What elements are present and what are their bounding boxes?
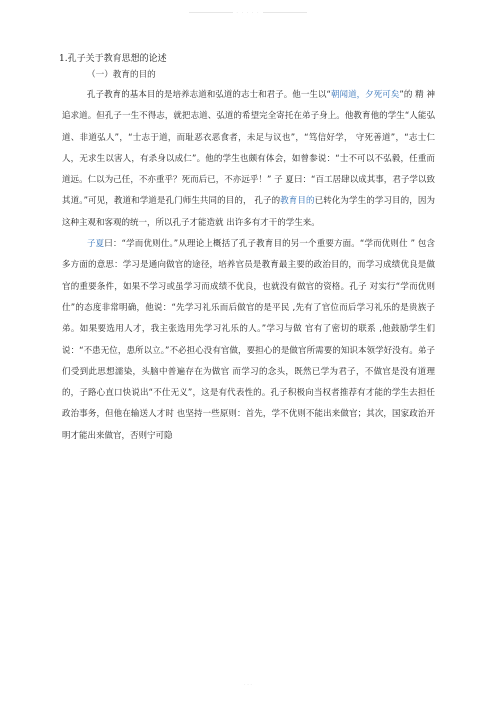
link-zixia[interactable]: 子夏 bbox=[87, 239, 105, 250]
header-watermark-text: · · · · · bbox=[236, 10, 260, 16]
paragraph-xue-er-you-ze-shi bbox=[62, 234, 435, 447]
link-zhao-wen-dao[interactable]: 朝闻道，夕死可矣 bbox=[330, 90, 400, 100]
paragraph-1-text-a: 孔子教育的基本目的是培养志道和弘道的志士和君子。他一生以“ bbox=[87, 90, 331, 100]
page-header-watermark bbox=[0, 10, 496, 16]
paragraph-1-text-b: ”的 精 神追求道。但孔子一生不得志，就把志道、弘道的希望完全寄托在弟子身上。他教育他的学生“人能弘道、非道弘人”，“士志于道，而耻恶衣恶食者，未足与议也”，“笃信好学， 守死善道”，“志士仁人，无求生以害人，有杀身以成仁”。他的学生也颇有体会，如曾参说：“士不可以不弘毅，任重而道远。仁以为己任，不亦重乎？死而后已，不亦远乎！” 子 夏曰：“百工居肆以成其事，君子学以致其道。”可见，教道和学道是孔门师生共同的目的， 孔子的 bbox=[62, 90, 435, 207]
paragraph-education-goal bbox=[62, 85, 435, 234]
header-rule-left bbox=[189, 12, 233, 13]
page-footer-watermark: · · · bbox=[244, 682, 252, 688]
paragraph-1-text-c: 已转化为学生的学习目的，因为这种主观和客观的统一，所以孔子才能造就 出许多有才干的学生来。 bbox=[62, 196, 435, 228]
subsection-title: （一）教育的目的 bbox=[87, 70, 156, 80]
section-title: 1.孔子关于教育思想的论述 bbox=[59, 54, 167, 64]
link-education-goal[interactable]: 教育目的 bbox=[280, 196, 315, 207]
header-rule-right bbox=[263, 12, 307, 13]
document-body bbox=[59, 53, 435, 447]
paragraph-2-text: 曰：“学而优则仕。”从理论上概括了孔子教育目的另一个重要方面。“学而优则仕 ” 包含多方面的意思：学习是通向做官的途径，培养官员是教育最主要的政治目的，而学习成绩优良是做官的重要条件，如果不学习或虽学习而成绩不优良，也就没有做官的资格。孔子 对实行“学而优则仕”的态度非常明确，他说：“先学习礼乐而后做官的是平民 ,先有了官位而后学习礼乐的是贵族子弟。如果要选用人才，我主张选用先学习礼乐的人。”学习与做 官有了密切的联系 ,他鼓励学生们说：“不患无位，患所以立。”不必担心没有官做，要担心的是做官所需要的知识本领学好没有。弟子们受到此思想濡染，头脑中普遍存在为做官 而学习的念头，既然已学为君子，不做官是没有道理的，子路心直口快说出“不仕无义”，这是有代表性的。孔子积极向当权者推荐有才能的学生去担任政治事务，但他在输送人才时 也坚持一些原则：首先，学不优则不能出来做官；其次，国家政治开明才能出来做官，否则宁可隐 bbox=[62, 239, 435, 441]
